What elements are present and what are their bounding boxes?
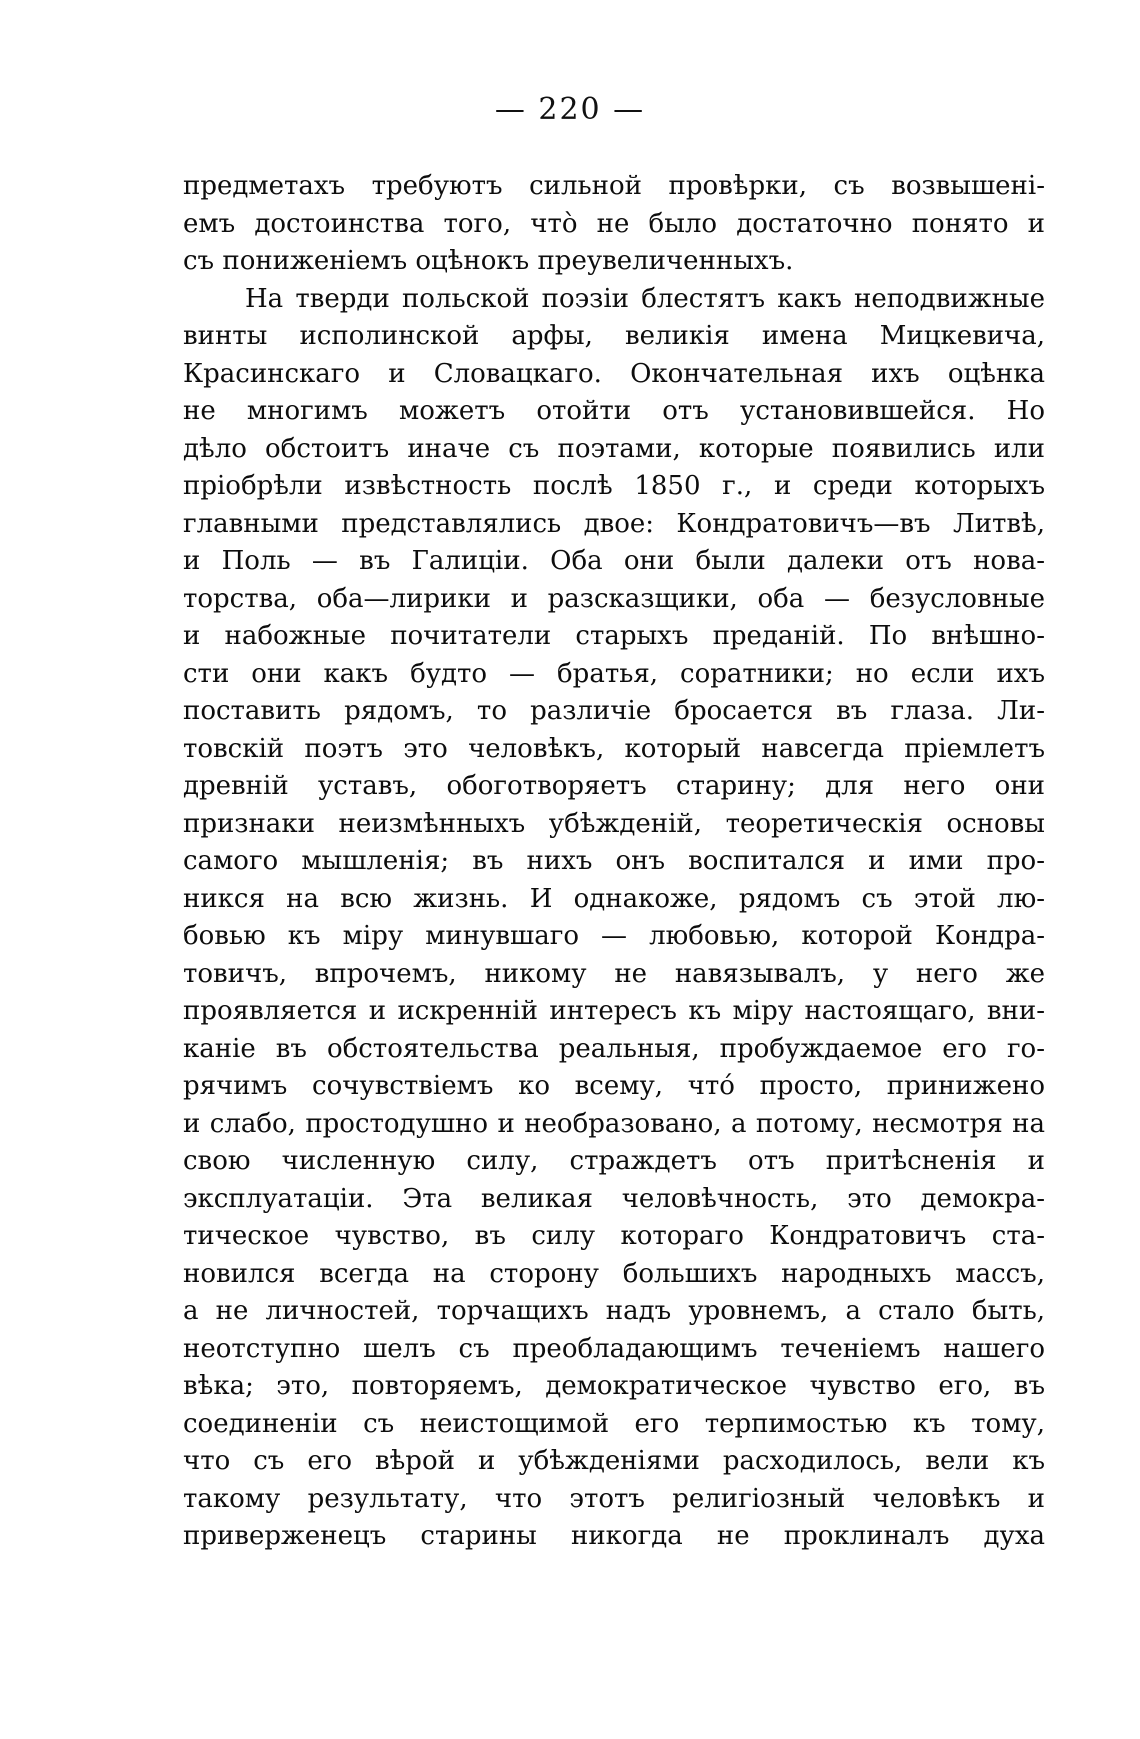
text-line: торства, оба—лирики и разсказщики, оба — безусловные [183, 583, 1045, 614]
text-line: древній уставъ, обоготворяетъ старину; для него они [183, 771, 1045, 801]
text-line: новился всегда на сторону большихъ народныхъ массъ, [183, 1258, 1045, 1289]
text-line: что съ его вѣрой и убѣжденіями расходилось, вели къ [183, 1446, 1045, 1476]
text-line: товичъ, впрочемъ, никому не навязывалъ, у него же [183, 958, 1045, 989]
text-line: и Поль — въ Галиціи. Оба они были далеки отъ нова- [183, 546, 1045, 576]
text-line: каніе въ обстоятельства реальныя, пробуждаемое его го- [183, 1033, 1045, 1064]
text-line: рячимъ сочувствіемъ ко всему, чтó просто, принижено [183, 1071, 1045, 1101]
text-line: На тверди польской поэзіи блестятъ какъ неподвижные [245, 283, 1045, 314]
text-line: а не личностей, торчащихъ надъ уровнемъ, а стало быть, [183, 1296, 1045, 1326]
text-line: не многимъ можетъ отойти отъ установившейся. Но [183, 396, 1045, 426]
text-line: никся на всю жизнь. И однакоже, рядомъ съ этой лю- [183, 883, 1045, 914]
text-line: неотступно шелъ съ преобладающимъ теченіемъ нашего [183, 1333, 1045, 1364]
text-line: пріобрѣли извѣстность послѣ 1850 г., и среди которыхъ [183, 471, 1045, 501]
text-line: сти они какъ будто — братья, соратники; но если ихъ [183, 658, 1045, 689]
text-line: эксплуатаціи. Эта великая человѣчность, это демокра- [183, 1183, 1045, 1214]
body-text [183, 168, 1045, 1556]
text-line: такому результату, что этотъ религіозный человѣкъ и [183, 1483, 1045, 1514]
text-line: товскій поэтъ это человѣкъ, который навсегда пріемлетъ [183, 733, 1045, 764]
text-line: и набожные почитатели старыхъ преданій. По внѣшно- [183, 621, 1045, 651]
text-line: предметахъ требуютъ сильной провѣрки, съ возвышені- [183, 171, 1045, 201]
text-line: тическое чувство, въ силу котораго Кондратовичъ ста- [183, 1221, 1045, 1251]
text-line: самого мышленія; въ нихъ онъ воспитался и ими про- [183, 846, 1045, 876]
text-line: свою численную силу, страждетъ отъ притѣсненія и [183, 1146, 1045, 1176]
text-line: съ пониженіемъ оцѣнокъ преувеличенныхъ. [183, 246, 794, 276]
text-line: приверженецъ старины никогда не проклиналъ духа [183, 1521, 1045, 1551]
text-line: поставить рядомъ, то различіе бросается въ глаза. Ли- [183, 696, 1045, 726]
text-line: емъ достоинства того, чтò не было достаточно понято и [183, 208, 1045, 239]
text-line: соединеніи съ неистощимой его терпимостью къ тому, [183, 1408, 1045, 1439]
text-line: бовью къ міру минувшаго — любовью, которой Кондра- [183, 921, 1045, 951]
text-line: дѣло обстоитъ иначе съ поэтами, которые появились или [183, 433, 1045, 464]
text-line: винты исполинской арфы, великія имена Мицкевича, [183, 321, 1045, 351]
page-number: — 220 — [494, 92, 646, 127]
text-line: вѣка; это, повторяемъ, демократическое чувство его, въ [183, 1371, 1045, 1401]
text-line: Красинскаго и Словацкаго. Окончательная ихъ оцѣнка [183, 358, 1045, 389]
text-line: проявляется и искренній интересъ къ міру настоящаго, вни- [183, 996, 1045, 1026]
text-line: и слабо, простодушно и необразовано, а потому, несмотря на [183, 1108, 1045, 1139]
text-line: признаки неизмѣнныхъ убѣжденій, теоретическія основы [183, 808, 1045, 839]
text-line: главными представлялись двое: Кондратовичъ—въ Литвѣ, [183, 508, 1045, 539]
